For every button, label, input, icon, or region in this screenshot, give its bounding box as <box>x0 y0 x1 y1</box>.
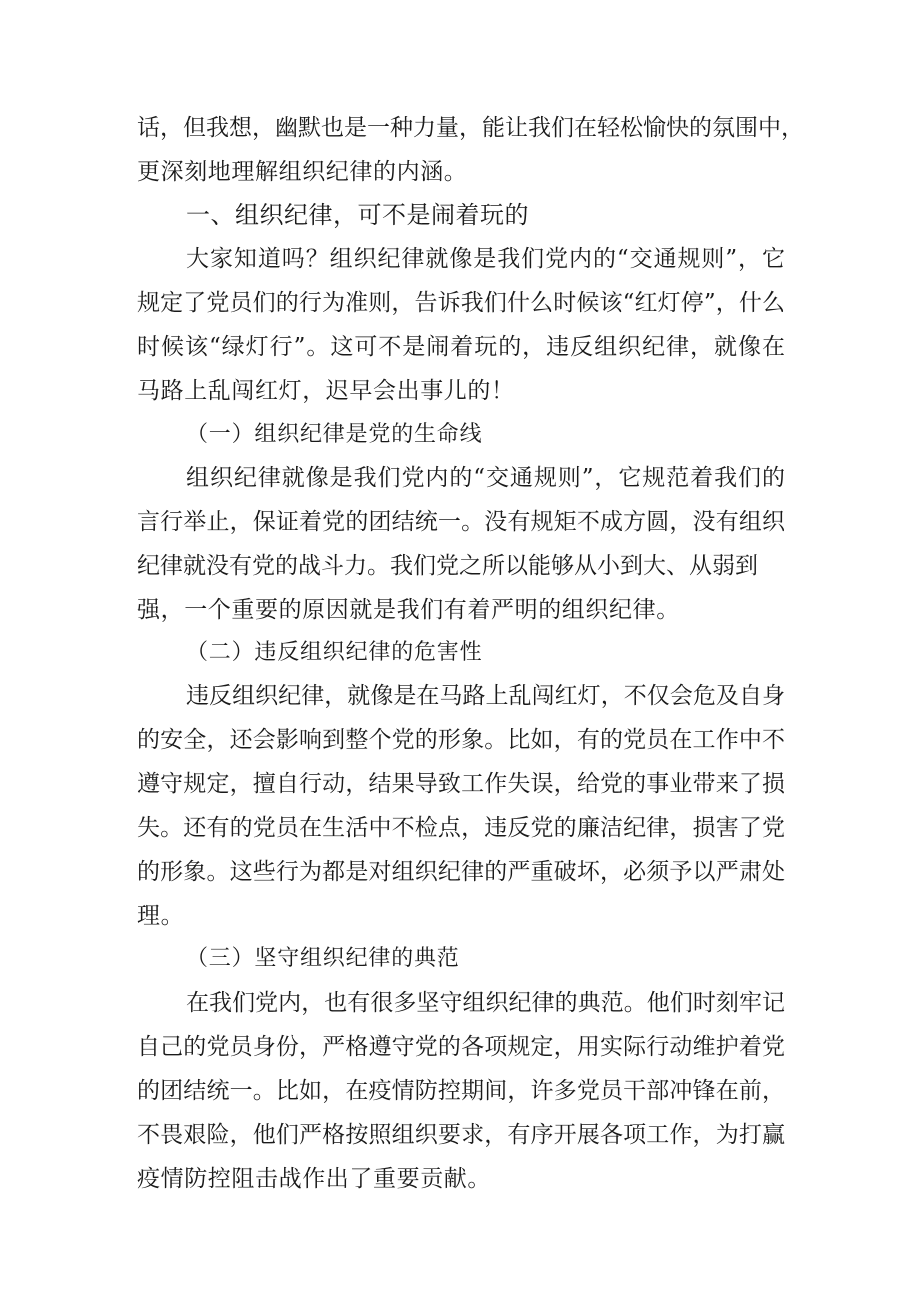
sub3-para-line-4: 不畏艰险，他们严格按照组织要求，有序开展各项工作，为打赢 <box>137 1122 785 1148</box>
sub2-para-line-6: 理。 <box>137 903 185 929</box>
sub2-para-line-3: 遵守规定，擅自行动，结果导致工作失误，给党的事业带来了损 <box>137 771 785 797</box>
sub2-para-line-5: 的形象。这些行为都是对组织纪律的严重破坏，必须予以严肃处 <box>137 859 785 885</box>
sub1-para-line-1: 组织纪律就像是我们党内的“交通规则”，它规范着我们的 <box>186 465 785 491</box>
sub3-para-line-3: 的团结统一。比如，在疫情防控期间，许多党员干部冲锋在前， <box>137 1078 785 1104</box>
section1-para-line-1: 大家知道吗？组织纪律就像是我们党内的“交通规则”，它 <box>186 246 785 272</box>
intro-line-1: 话，但我想，幽默也是一种力量，能让我们在轻松愉快的氛围中， <box>137 115 804 141</box>
subheading-3: （三）坚守组织纪律的典范 <box>186 946 460 971</box>
sub2-para-line-1: 违反组织纪律，就像是在马路上乱闯红灯，不仅会危及自身 <box>186 683 785 709</box>
sub1-para-line-2: 言行举止，保证着党的团结统一。没有规矩不成方圆，没有组织 <box>137 509 785 535</box>
intro-line-2: 更深刻地理解组织纪律的内涵。 <box>137 159 468 185</box>
section1-para-line-4: 马路上乱闯红灯，迟早会出事儿的！ <box>137 378 515 404</box>
subheading-1: （一）组织纪律是党的生命线 <box>186 422 483 447</box>
subheading-2: （二）违反组织纪律的危害性 <box>186 640 483 665</box>
sub1-para-line-4: 强，一个重要的原因就是我们有着严明的组织纪律。 <box>137 597 680 623</box>
sub3-para-line-2: 自己的党员身份，严格遵守党的各项规定，用实际行动维护着党 <box>137 1034 785 1060</box>
sub3-para-line-5: 疫情防控阻击战作出了重要贡献。 <box>137 1166 491 1192</box>
sub2-para-line-4: 失。还有的党员在生活中不检点，违反党的廉洁纪律，损害了党 <box>137 815 785 841</box>
sub3-para-line-1: 在我们党内，也有很多坚守组织纪律的典范。他们时刻牢记 <box>186 990 785 1016</box>
sub2-para-line-2: 的安全，还会影响到整个党的形象。比如，有的党员在工作中不 <box>137 727 785 753</box>
sub1-para-line-3: 纪律就没有党的战斗力。我们党之所以能够从小到大、从弱到 <box>137 553 758 579</box>
section-heading: 一、组织纪律，可不是闹着玩的 <box>186 201 529 229</box>
section1-para-line-2: 规定了党员们的行为准则，告诉我们什么时候该“红灯停”，什么 <box>137 290 785 316</box>
section1-para-line-3: 时候该“绿灯行”。这可不是闹着玩的，违反组织纪律，就像在 <box>137 334 785 360</box>
